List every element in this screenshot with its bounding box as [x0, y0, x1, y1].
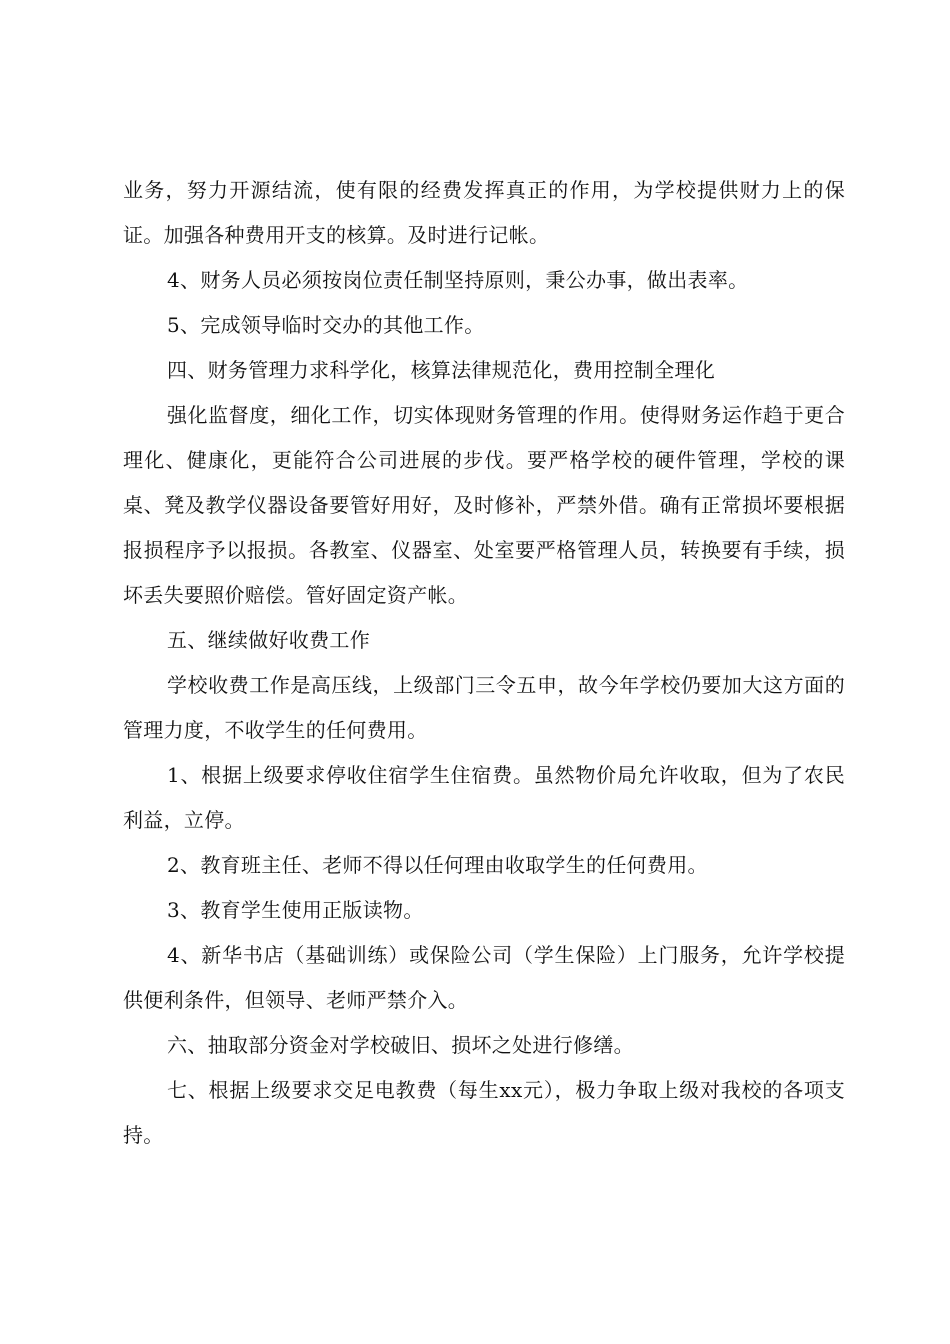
paragraph-2: 4、财务人员必须按岗位责任制坚持原则，秉公办事，做出表率。: [167, 268, 749, 292]
list-item-3: 3、教育学生使用正版读物。: [167, 898, 424, 922]
section-heading-7: 七、根据上级要求交足电教费（每生xx元），极力争取上级对我校的各项支持。: [123, 1078, 845, 1147]
paragraph-7: 学校收费工作是高压线，上级部门三令五申，故今年学校仍要加大这方面的管理力度，不收学生的任何费用。: [123, 673, 845, 742]
list-item-1: 1、根据上级要求停收住宿学生住宿费。虽然物价局允许收取，但为了农民利益，立停。: [123, 763, 845, 832]
list-item-4: 4、新华书店（基础训练）或保险公司（学生保险）上门服务，允许学校提供便利条件，但领导、老师严禁介入。: [123, 943, 845, 1012]
section-heading-4: 四、财务管理力求科学化，核算法律规范化，费用控制全理化: [167, 358, 716, 382]
section-heading-5: 五、继续做好收费工作: [167, 628, 370, 652]
list-item-2: 2、教育班主任、老师不得以任何理由收取学生的任何费用。: [167, 853, 708, 877]
paragraph-5: 强化监督度，细化工作，切实体现财务管理的作用。使得财务运作趋于更合理化、健康化，更能符合公司进展的步伐。要严格学校的硬件管理，学校的课桌、凳及教学仪器设备要管好用好，及时修补，严禁外借。确有正常损坏要根据报损程序予以报损。各教室、仪器室、处室要严格管理人员，转换要有手续，损坏丢失要照价赔偿。管好固定资产帐。: [123, 403, 845, 607]
paragraph-3: 5、完成领导临时交办的其他工作。: [167, 313, 485, 337]
document-body: [123, 168, 845, 1158]
paragraph-1: 业务，努力开源结流，使有限的经费发挥真正的作用，为学校提供财力上的保证。加强各种费用开支的核算。及时进行记帐。: [123, 178, 845, 247]
section-heading-6: 六、抽取部分资金对学校破旧、损坏之处进行修缮。: [167, 1033, 634, 1057]
